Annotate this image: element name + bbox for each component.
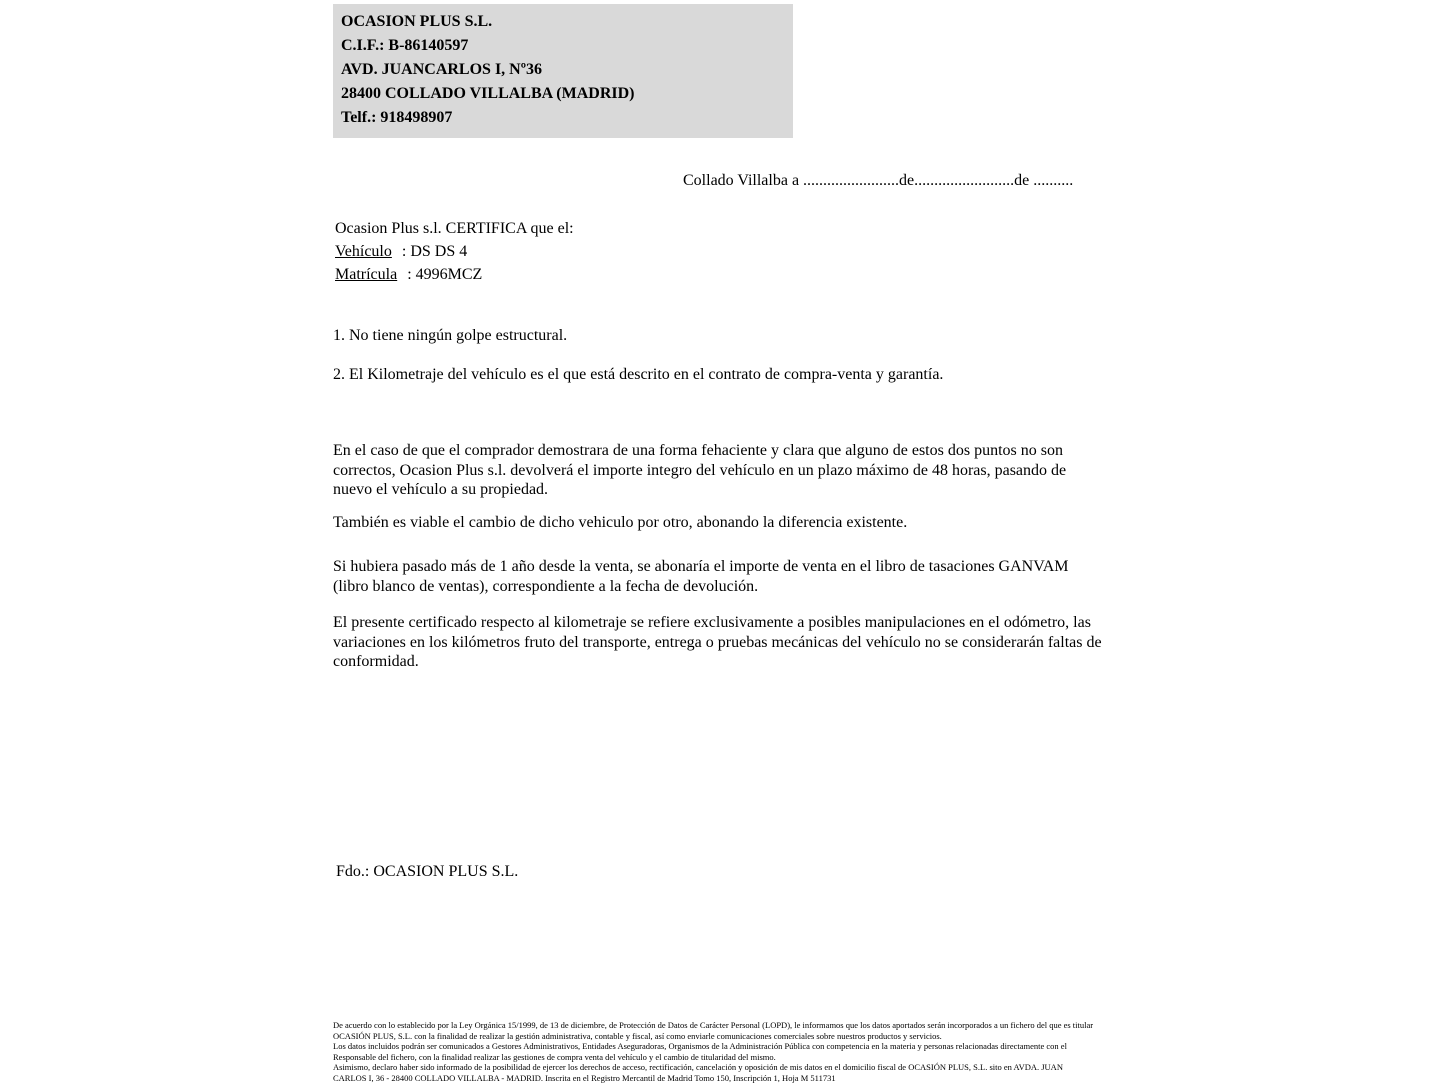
company-name: OCASION PLUS S.L. bbox=[341, 10, 785, 34]
legal-footer-line: OCASIÓN PLUS, S.L. con la finalidad de realizar la gestión administrativa, contable y fiscal, así como enviarle comunicaciones comerciales sobre nuestros productos y servicios. bbox=[333, 1031, 1123, 1042]
certifies-intro: Ocasion Plus s.l. CERTIFICA que el: bbox=[335, 217, 574, 240]
plate-row bbox=[335, 263, 574, 286]
certification-block bbox=[335, 217, 574, 286]
legal-footer-line: Asimismo, declaro haber sido informado de la posibilidad de ejercer los derechos de acceso, rectificación, cancelación y oposición de mis datos en el domicilio fiscal de OCASIÓN PLUS, S.L. sito en AVDA. JUAN bbox=[333, 1062, 1123, 1073]
paragraph-ganvam-valuation: Si hubiera pasado más de 1 año desde la venta, se abonaría el importe de venta en el libro de tasaciones GANVAM (libro blanco de ventas), correspondiente a la fecha de devolución. bbox=[333, 557, 1108, 596]
paragraph-odometer-disclaimer: El presente certificado respecto al kilometraje se refiere exclusivamente a posibles manipulaciones en el odómetro, las variaciones en los kilómetros fruto del transporte, entrega o pruebas mecánicas del vehículo no se considerarán faltas de conformidad. bbox=[333, 613, 1108, 672]
company-phone: Telf.: 918498907 bbox=[341, 106, 785, 130]
plate-label: Matrícula bbox=[335, 266, 397, 283]
certification-point-1: 1. No tiene ningún golpe estructural. bbox=[333, 326, 1123, 346]
company-address: AVD. JUANCARLOS I, Nº36 bbox=[341, 58, 785, 82]
vehicle-value: : DS DS 4 bbox=[402, 243, 467, 260]
legal-footer-line: CARLOS I, 36 - 28400 COLLADO VILLALBA - MADRID. Inscrita en el Registro Mercantil de Madrid Tomo 150, Inscripción 1, Hoja M 511731 bbox=[333, 1073, 1123, 1083]
company-cif: C.I.F.: B-86140597 bbox=[341, 34, 785, 58]
paragraph-exchange-option: También es viable el cambio de dicho vehiculo por otro, abonando la diferencia existente. bbox=[333, 513, 1108, 533]
company-header-box bbox=[333, 4, 793, 138]
company-city: 28400 COLLADO VILLALBA (MADRID) bbox=[341, 82, 785, 106]
legal-footer-line: Responsable del fichero, con la finalidad realizar las gestiones de compra venta del vehículo y el cambio de titularidad del mismo. bbox=[333, 1052, 1123, 1063]
vehicle-row bbox=[335, 240, 574, 263]
vehicle-label: Vehículo bbox=[335, 243, 392, 260]
legal-footer bbox=[333, 1020, 1123, 1083]
signature-line: Fdo.: OCASION PLUS S.L. bbox=[336, 863, 518, 881]
plate-value: : 4996MCZ bbox=[407, 266, 482, 283]
legal-footer-line: Los datos incluidos podrán ser comunicados a Gestores Administrativos, Entidades Aseguradoras, Organismos de la Administración Pública con competencia en la materia y personas relacionadas directamente con el bbox=[333, 1041, 1123, 1052]
legal-footer-line: De acuerdo con lo establecido por la Ley Orgánica 15/1999, de 13 de diciembre, de Protección de Datos de Carácter Personal (LOPD), le informamos que los datos aportados serán incorporados a un fichero del que es titular bbox=[333, 1020, 1123, 1031]
paragraph-refund-terms: En el caso de que el comprador demostrara de una forma fehaciente y clara que alguno de estos dos puntos no son correctos, Ocasion Plus s.l. devolverá el importe integro del vehículo en un plazo máximo de 48 horas, pasando de nuevo el vehículo a su propiedad. bbox=[333, 441, 1108, 500]
date-line: Collado Villalba a ........................de.........................de .......... bbox=[683, 172, 1073, 190]
certification-point-2: 2. El Kilometraje del vehículo es el que está descrito en el contrato de compra-venta y garantía. bbox=[333, 365, 1123, 385]
